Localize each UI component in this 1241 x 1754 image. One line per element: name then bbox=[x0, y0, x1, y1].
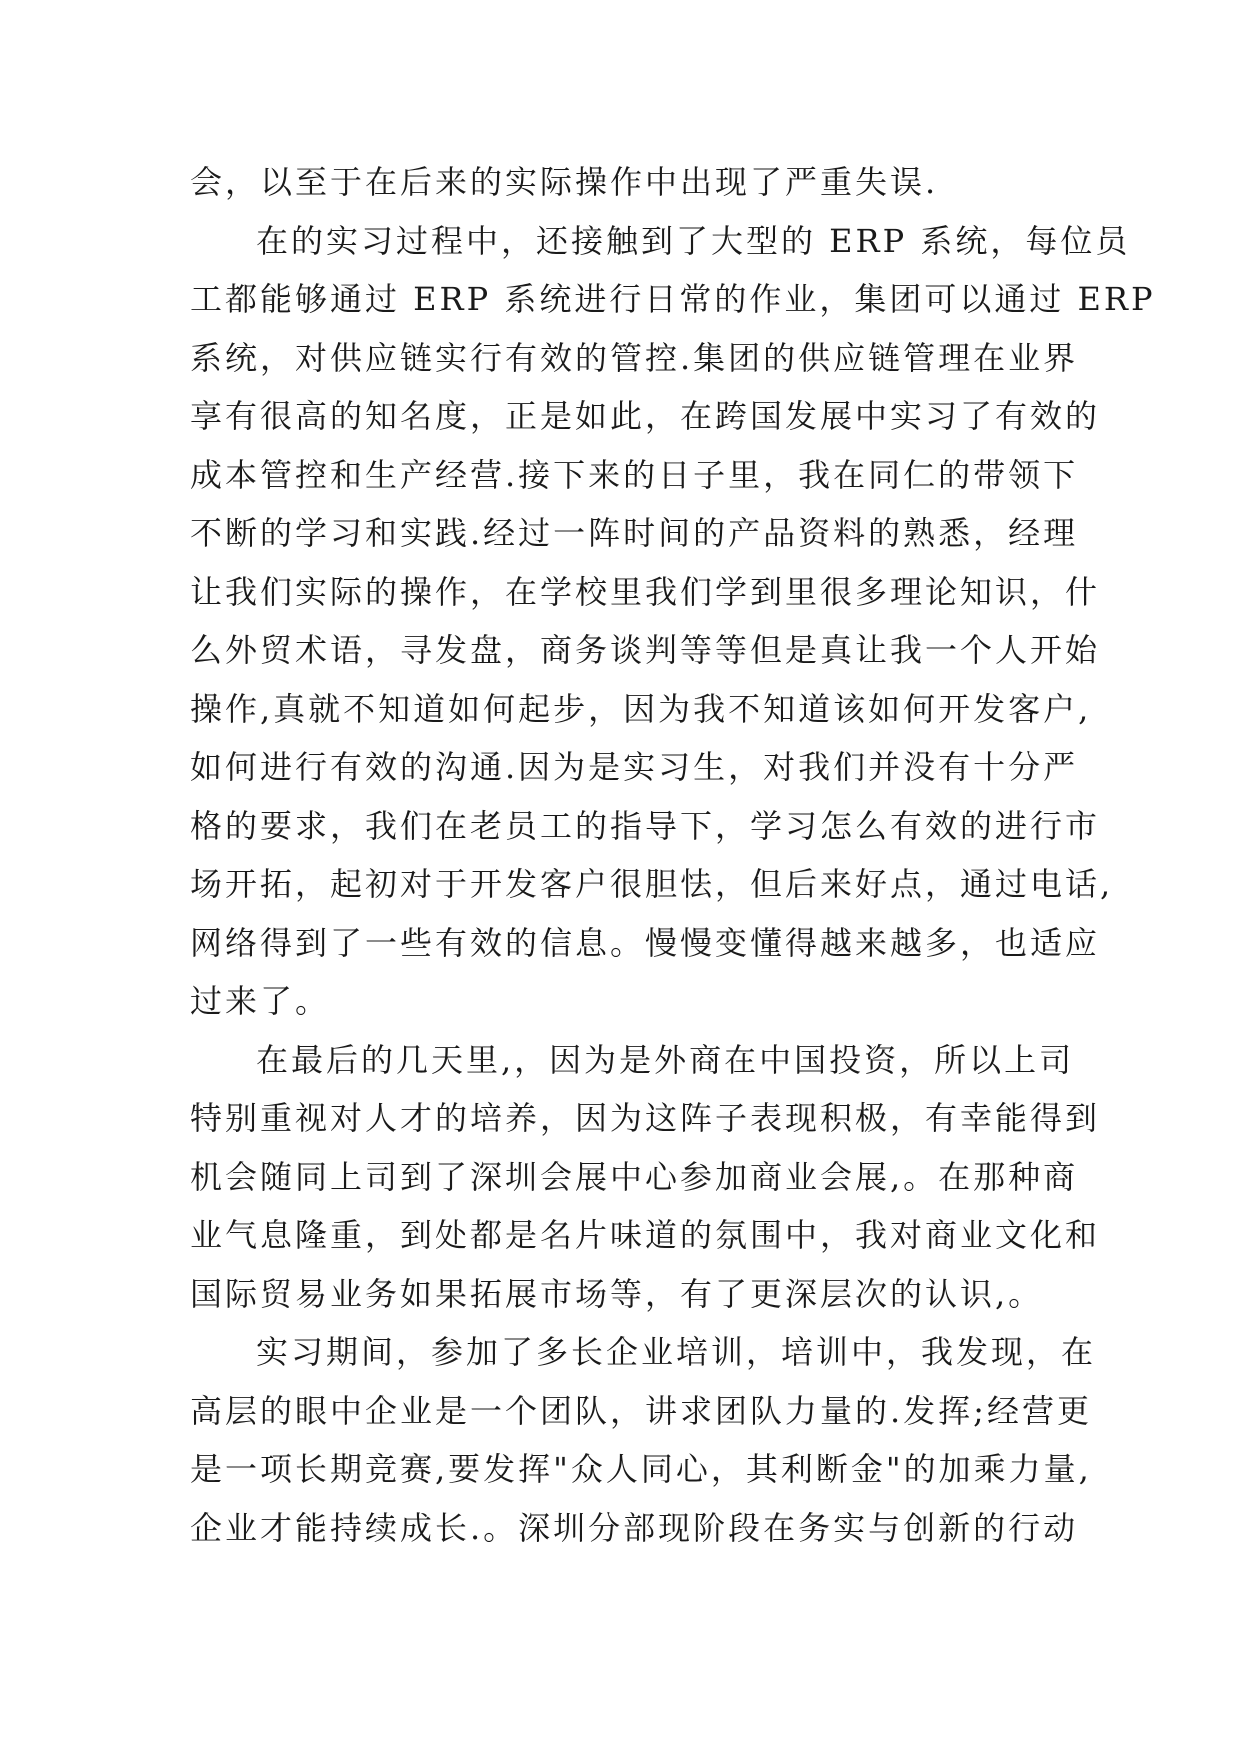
text-line: 是一项长期竞赛,要发挥"众人同心，其利断金"的加乘力量, bbox=[190, 1450, 1092, 1488]
text-line: 如何进行有效的沟通.因为是实习生，对我们并没有十分严 bbox=[190, 748, 1079, 786]
text-line: 特别重视对人才的培养，因为这阵子表现积极，有幸能得到 bbox=[190, 1099, 1101, 1137]
text-line: 场开拓，起初对于开发客户很胆怯，但后来好点，通过电话, bbox=[190, 865, 1114, 903]
paragraph-first-line: 在的实习过程中，还接触到了大型的 ERP 系统，每位员 bbox=[256, 221, 1131, 260]
document-body bbox=[190, 153, 1156, 1557]
text-line: 格的要求，我们在老员工的指导下，学习怎么有效的进行市 bbox=[190, 806, 1101, 845]
paragraph-first-line: 在最后的几天里,，因为是外商在中国投资，所以上司 bbox=[256, 1040, 1075, 1079]
text-line: 让我们实际的操作，在学校里我们学到里很多理论知识，什 bbox=[190, 572, 1101, 611]
text-line: 高层的眼中企业是一个团队，讲求团队力量的.发挥;经营更 bbox=[190, 1391, 1092, 1430]
text-line: 么外贸术语，寻发盘，商务谈判等等但是真让我一个人开始 bbox=[190, 631, 1101, 669]
text-line: 过来了。 bbox=[190, 982, 331, 1020]
text-line: 不断的学习和实践.经过一阵时间的产品资料的熟悉，经理 bbox=[190, 514, 1079, 552]
text-line: 系统，对供应链实行有效的管控.集团的供应链管理在业界 bbox=[190, 338, 1079, 377]
text-line: 机会随同上司到了深圳会展中心参加商业会展,。在那种商 bbox=[190, 1157, 1079, 1196]
text-line: 操作,真就不知道如何起步，因为我不知道该如何开发客户, bbox=[190, 689, 1092, 728]
text-line: 成本管控和生产经营.接下来的日子里，我在同仁的带领下 bbox=[190, 455, 1079, 494]
text-line: 会，以至于在后来的实际操作中出现了严重失误. bbox=[190, 163, 939, 201]
text-line: 网络得到了一些有效的信息。慢慢变懂得越来越多，也适应 bbox=[190, 923, 1101, 962]
text-line: 企业才能持续成长.。深圳分部现阶段在务实与创新的行动 bbox=[190, 1508, 1079, 1547]
text-line: 享有很高的知名度，正是如此，在跨国发展中实习了有效的 bbox=[190, 397, 1101, 435]
text-line: 工都能够通过 ERP 系统进行日常的作业，集团可以通过 ERP bbox=[190, 280, 1156, 318]
text-line: 国际贸易业务如果拓展市场等，有了更深层次的认识,。 bbox=[190, 1274, 1044, 1313]
text-line: 业气息隆重，到处都是名片味道的氛围中，我对商业文化和 bbox=[190, 1216, 1101, 1254]
paragraph-first-line: 实习期间，参加了多长企业培训，培训中，我发现，在 bbox=[256, 1333, 1097, 1371]
